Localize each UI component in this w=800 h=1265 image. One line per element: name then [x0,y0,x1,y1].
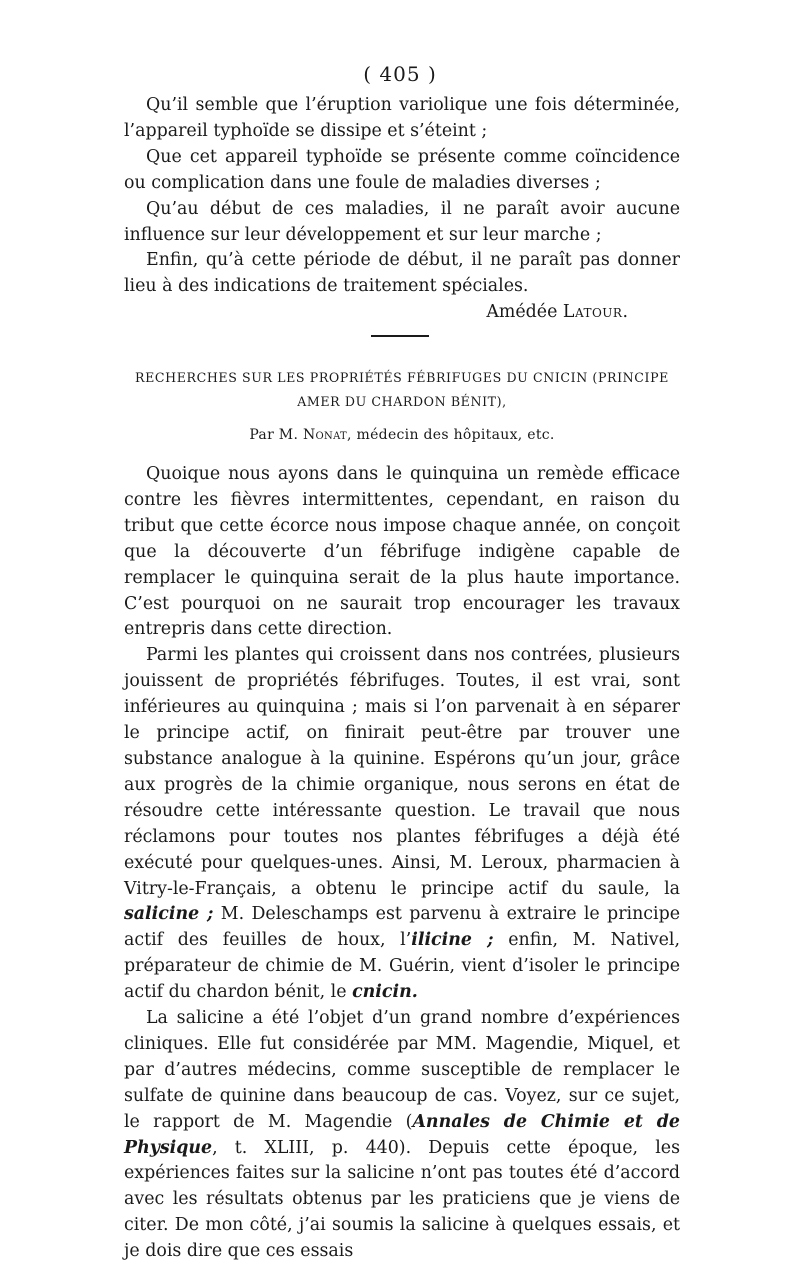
intro-conclusions [124,93,680,326]
body-paragraph-2-part-c: enfin, M. Nativel, préparateur de chimie de M. Guérin, vient d’isoler le principe actif du chardon bénit, le [124,930,680,1003]
byline-author: Nonat [302,427,348,443]
body-paragraph-2-part-b: M. Deleschamps est parvenu à extraire le principe actif des feuilles de houx, l’ [124,904,680,951]
body-paragraph-3 [124,1006,680,1265]
body-paragraph-1: Quoique nous ayons dans le quinquina un remède efficace contre les fièvres intermittentes, cependant, en raison du tribut que cette écorce nous impose chaque année, on conçoit que la découverte d’un fébrifuge indigène capable de remplacer le quinquina serait de la plus haute importance. C’est pourquoi on ne saurait trop encourager les travaux entrepris dans cette direction. [124,464,680,640]
term-cnicin: cnicin. [352,982,418,1003]
conclusion-paragraph-3: Qu’au début de ces maladies, il ne paraît avoir aucune influence sur leur développement et sur leur marche ; [124,198,680,245]
section-divider [371,335,429,337]
author-signature [124,300,680,326]
body-paragraph-2 [124,643,680,1006]
term-salicine: salicine ; [124,904,214,925]
body-paragraph-2-part-a: Parmi les plantes qui croissent dans nos contrées, plusieurs jouissent de propriétés fébrifuges. Toutes, il est vrai, sont inférieures au quinquina ; mais si l’on parvenait à en séparer le principe actif, on finirait peut-être par trouver une substance analogue à la quinine. Espérons qu’un jour, grâce aux progrès de la chimie organique, nous serons en état de résoudre cette intéressante question. Le travail que nous réclamons pour toutes nos plantes fébrifuges a déjà été exécuté pour quelques-unes. Ainsi, M. Leroux, pharmacien à Vitry-le-Français, a obtenu le principe actif du saule, la [124,645,680,899]
article-byline [124,427,680,443]
byline-prefix: Par M. [249,427,299,443]
term-ilicine: ilicine ; [411,930,494,951]
signature-first-name: Amédée [486,302,558,323]
signature-last-name: Latour [562,302,623,323]
conclusion-paragraph-4: Enfin, qu’à cette période de début, il ne paraît pas donner lieu à des indications de traitement spéciales. [124,250,680,297]
byline-suffix: , médecin des hôpitaux, etc. [347,427,555,443]
article-title: RECHERCHES SUR LES PROPRIÉTÉS FÉBRIFUGES DU CNICIN (PRINCIPE AMER DU CHARDON BÉNIT), [135,370,669,409]
conclusion-paragraph-1: Qu’il semble que l’éruption variolique une fois déterminée, l’appareil typhoïde se dissipe et s’éteint ; [124,95,680,141]
page-number: ( 405 ) [363,62,437,86]
body-paragraph-3-part-b: , t. XLIII, p. 440). Depuis cette époque, les expériences faites sur la salicine n’ont pas toutes été d’accord avec les résultats obtenus par les praticiens que je viens de citer. De mon côté, j’ai soumis la salicine à quelques essais, et je dois dire que ces essais [124,1137,680,1262]
conclusion-paragraph-2: Que cet appareil typhoïde se présente comme coïncidence ou complication dans une foule de maladies diverses ; [124,146,680,193]
journal-title: Annales de Chimie et de Physique [124,1111,680,1158]
body-paragraph-3-part-a: La salicine a été l’objet d’un grand nombre d’expériences cliniques. Elle fut considérée par MM. Magendie, Miquel, et par d’autres médecins, comme susceptible de remplacer le sulfate de quinine dans beaucoup de cas. Voyez, sur ce sujet, le rapport de M. Magendie ( [124,1008,680,1132]
signature-end: . [622,302,628,323]
article-body [124,462,680,1265]
